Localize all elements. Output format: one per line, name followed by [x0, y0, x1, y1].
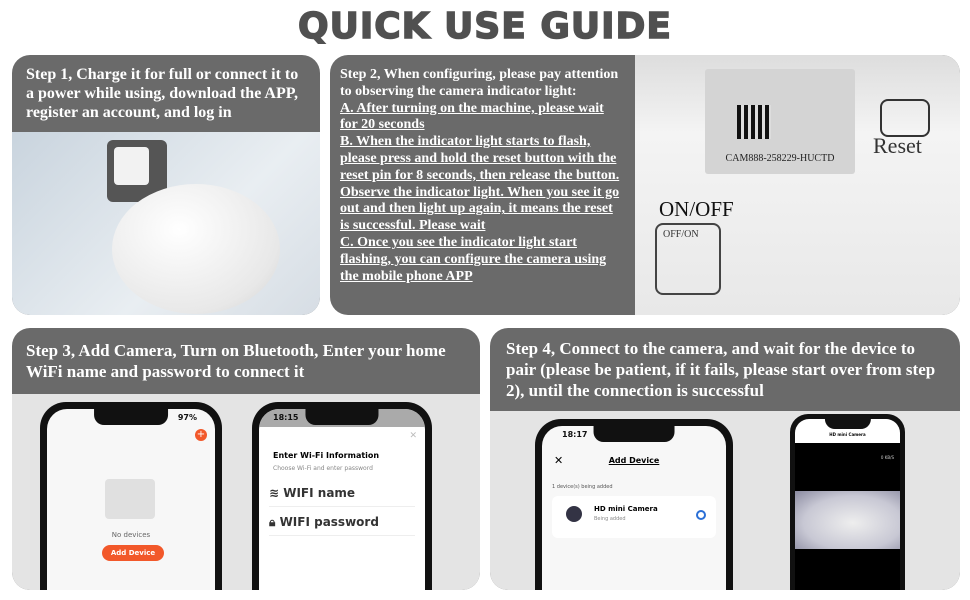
step1-text: Step 1, Charge it for full or connect it to a power while using, download the APP, register an account, and log in [26, 66, 299, 121]
wifi-password-field[interactable]: 🔒︎ WIFI password [269, 508, 415, 536]
step2-text [330, 55, 635, 315]
smoke-detector-photo [12, 132, 320, 315]
reset-label: Reset [873, 133, 922, 158]
reset-button-highlight [880, 99, 930, 137]
status-time: 18:17 [562, 430, 588, 439]
lock-icon: 🔒︎ [269, 515, 280, 529]
onoff-label: ON/OFF [659, 197, 734, 221]
step2-a: A. After turning on the machine, please wait for 20 seconds [340, 100, 604, 133]
empty-state-text: No devices [111, 531, 151, 539]
empty-box-icon [105, 479, 155, 519]
wifi-heading: Enter Wi-Fi Information [273, 451, 380, 460]
device-id: CAM888-258229-HUCTD [725, 153, 835, 164]
live-video-feed[interactable] [795, 491, 900, 549]
bitrate: 0 KB/S [880, 455, 894, 460]
step3-panel [12, 328, 480, 590]
step3-text: Step 3, Add Camera, Turn on Bluetooth, Enter your home WiFi name and password to connect it [26, 341, 446, 381]
switch-label: OFF/ON [663, 229, 699, 240]
camera-title: HD mini Camera [829, 432, 866, 437]
step2-intro: Step 2, When configuring, please pay attention to observing the camera indicator light: [340, 67, 619, 99]
device-name: HD mini Camera [594, 505, 658, 513]
step2-panel [330, 55, 960, 315]
step4-panel [490, 328, 960, 590]
qr-code-icon [737, 105, 771, 139]
add-icon[interactable]: + [196, 429, 206, 440]
page-title: QUICK USE GUIDE [297, 6, 672, 47]
smoke-detector-camera [112, 184, 280, 314]
step3-screens [12, 394, 480, 590]
adding-status: 1 device(s) being added [552, 484, 613, 490]
phone-wifi [252, 402, 432, 590]
camera-icon [566, 506, 582, 522]
step1-panel [12, 55, 320, 315]
device-row[interactable] [552, 496, 716, 538]
wifi-subheading: Choose Wi-Fi and enter password [273, 465, 373, 472]
phone-live-view [790, 414, 905, 590]
device-status: Being added [594, 516, 626, 522]
step2-c: C. Once you see the indicator light start flashing, you can configure the camera using the mobile phone APP [340, 234, 607, 284]
loading-spinner-icon [696, 510, 706, 520]
status-time: 18:15 [273, 413, 299, 422]
close-icon[interactable]: ✕ [409, 431, 417, 441]
device-closeup-photo [635, 55, 960, 315]
close-icon[interactable]: ✕ [554, 454, 564, 467]
phone-home [40, 402, 222, 590]
add-device-title: Add Device [608, 456, 660, 465]
wifi-icon: ≋ [269, 486, 284, 500]
step2-b: B. When the indicator light starts to flash, please press and hold the reset button with the reset pin for 8 seconds, then release the button. Observe the indicator light. When you see it go out and then light up again, it means the reset is successful. Please wait [340, 134, 620, 234]
usb-adapter [114, 147, 149, 185]
battery-level: 97% [177, 413, 197, 422]
qr-label [705, 69, 855, 174]
phone-add-device [535, 419, 733, 590]
power-switch-highlight [655, 223, 721, 295]
step4-screens [490, 411, 960, 590]
add-device-button[interactable]: Add Device [102, 545, 164, 561]
wifi-name-field[interactable]: ≋ WIFI name [269, 479, 415, 507]
step4-text: Step 4, Connect to the camera, and wait for the device to pair (please be patient, if it fails, please start over from step 2), until the connection is successful [506, 339, 936, 400]
